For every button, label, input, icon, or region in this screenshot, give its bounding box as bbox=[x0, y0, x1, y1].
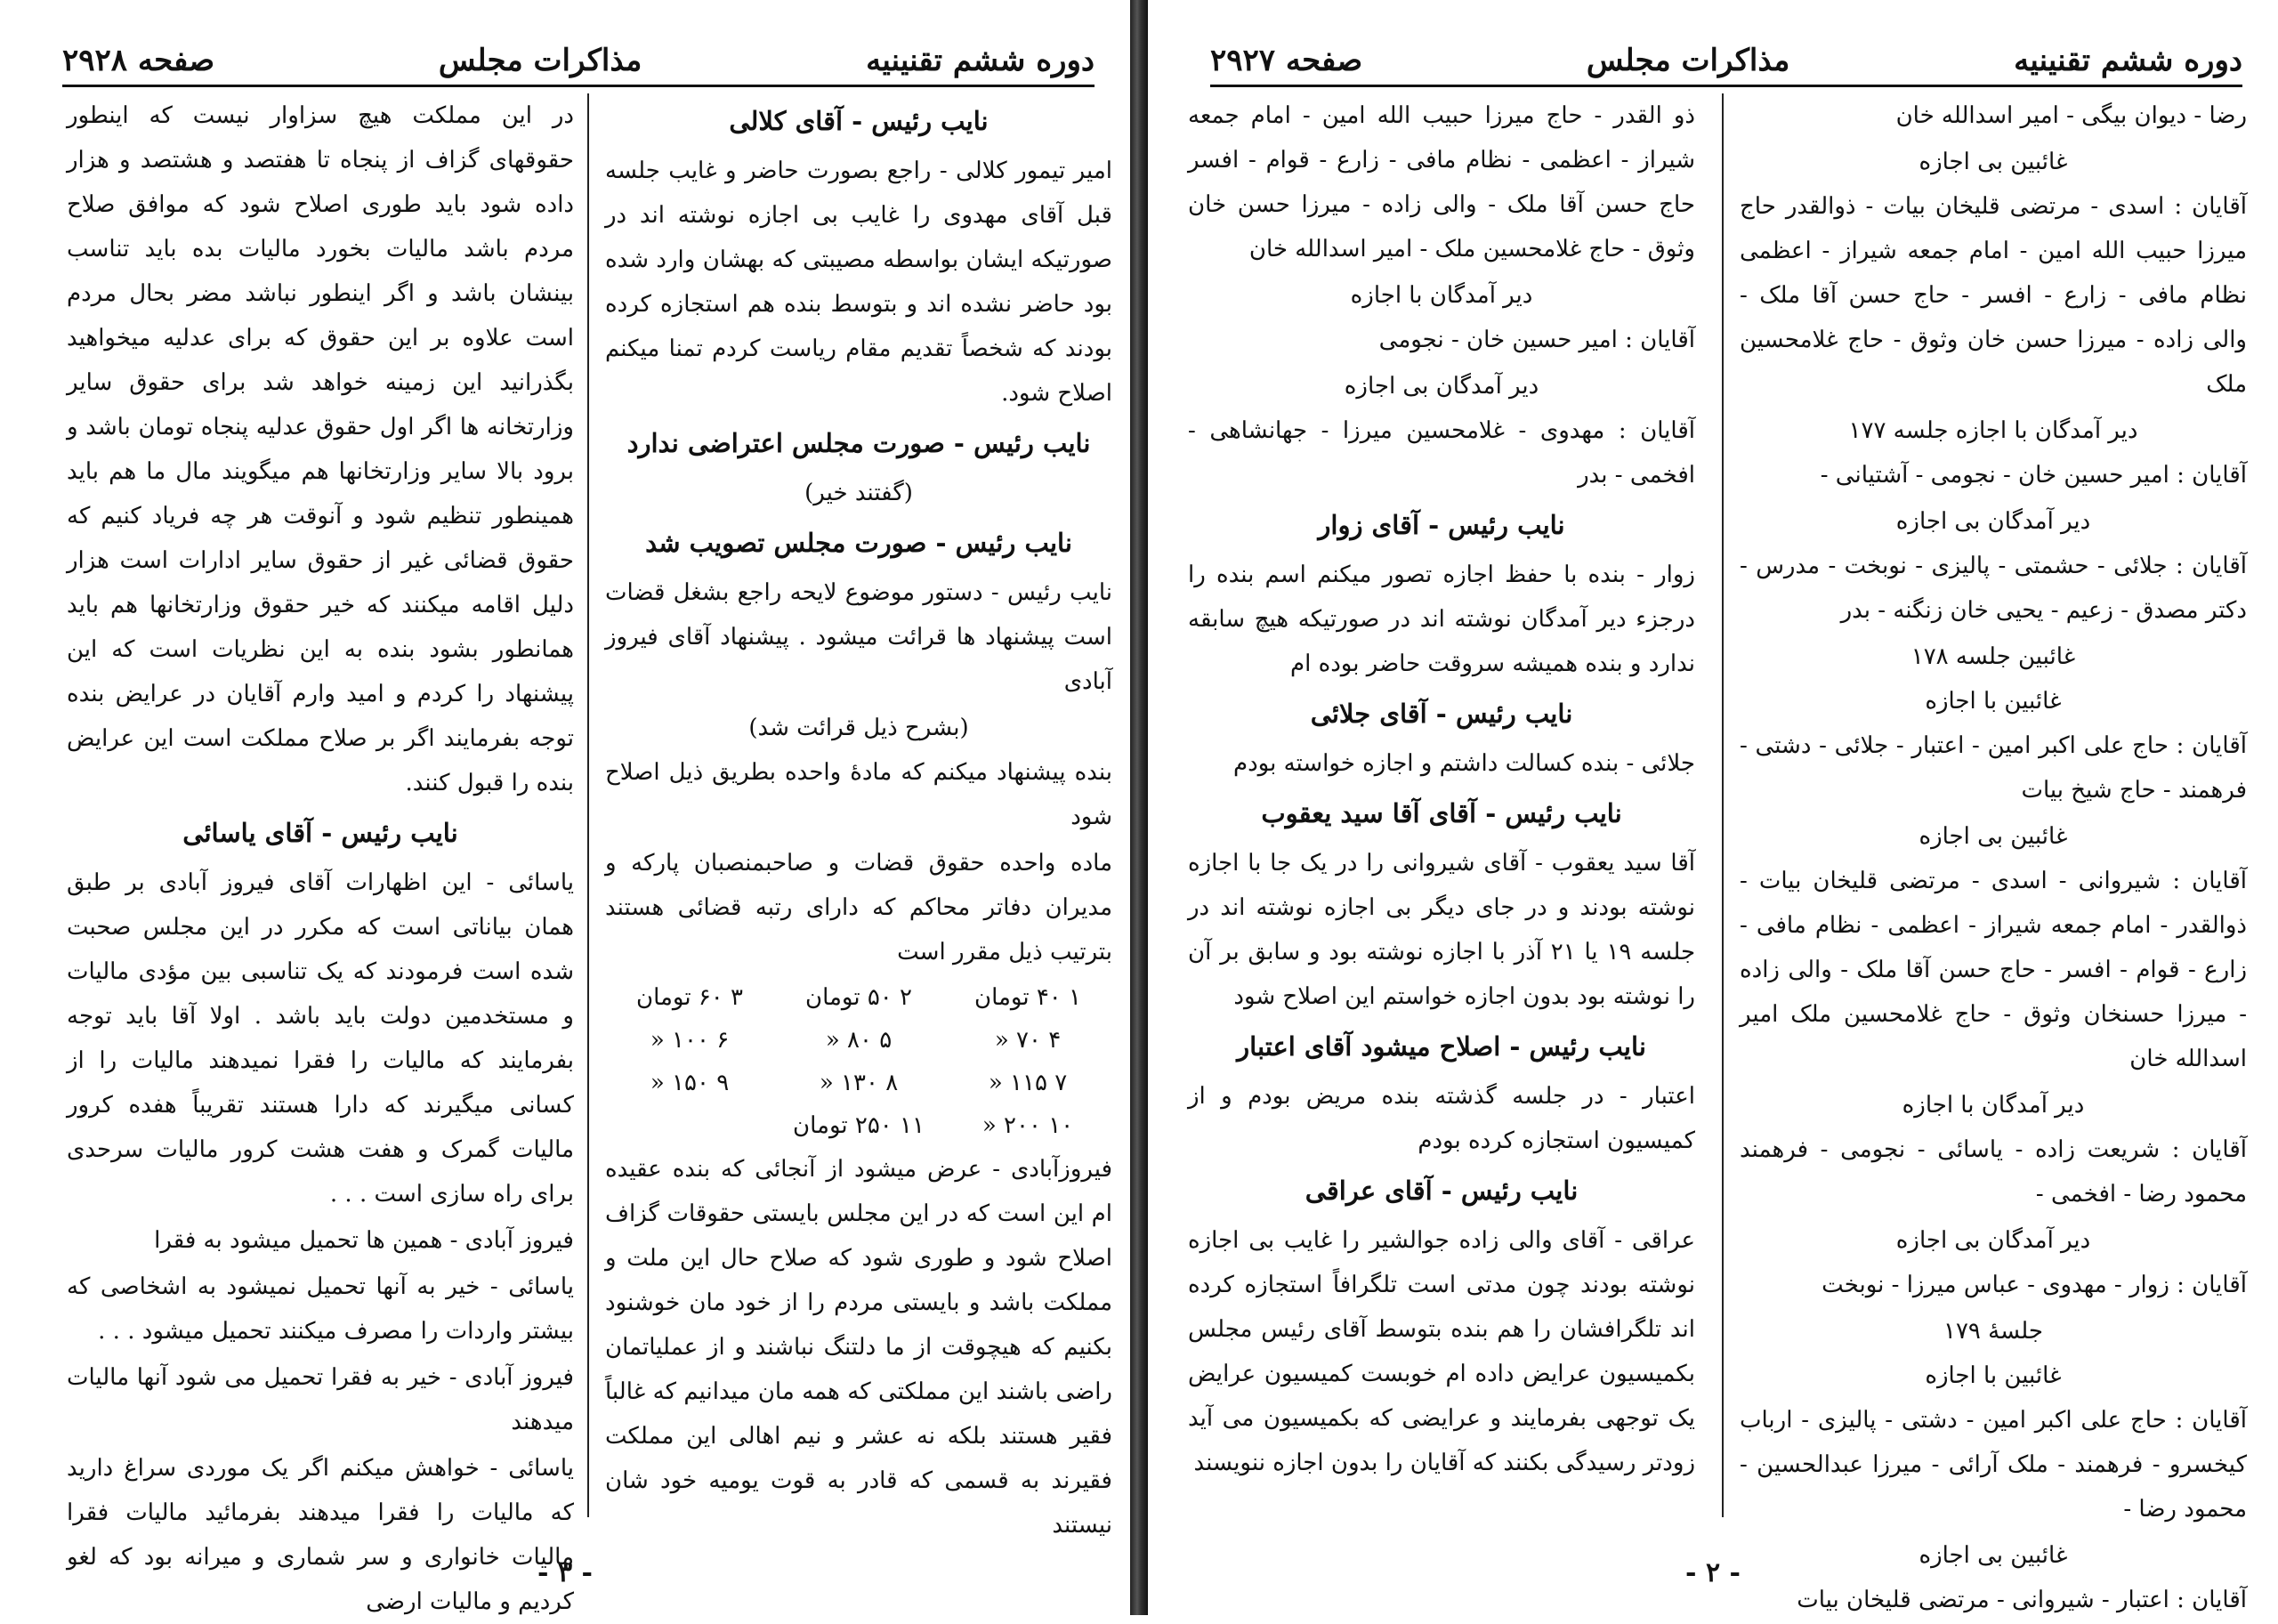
paragraph: آقایان : مهدوی - غلامحسین میرزا - جهانشاهی - افخمی - بدر bbox=[1188, 417, 1695, 489]
paragraph: در این مملکت هیچ سزاوار نیست که اینطور حقوقهای گزاف از پنجاه تا هفتصد و هشتصد و هزار داده شود باید طوری اصلاح شود که موافق صلاح مردم باشد مالیات بخورد مالیات بده باید تناسب بینشان باشد و اگر اینطور نباشد مضر بحال مردم است علاوه بر این حقوق که برای عدلیه میخواهید بگذرانید این زمینه خواهد شد برای حقوق سایر وزارتخانه ها اگر اول حقوق عدلیه پنجاه تومان باشد و برود بالا سایر وزارتخانها هم میگویند مال ما هم باید همینطور تنظیم شود و آنوقت هر چه فریاد کنیم که حقوق قضائی غیر از حقوق سایر ادارات است هزار دلیل اقامه میکنند که خیر حقوق وزارتخانها هم باید همانطور بشود بنده به این نظریات است که این پیشنهاد را کردم و امید وارم آقایان در عرایض بنده توجه بفرمایند اگر بر صلاح مملکت است این عرایض بنده را قبول کنند. bbox=[67, 102, 574, 796]
paragraph: نایب رئیس - دستور موضوع لایحه راجع بشغل قضات است پیشنهاد ها قرائت میشود . پیشنهاد آقای فیروز آبادی bbox=[605, 579, 1112, 695]
paragraph: فیروز آبادی - خیر به فقرا تحمیل می شود آنها مالیات میدهند bbox=[67, 1364, 574, 1435]
salary-table-cell: ۵ ۸۰ « bbox=[825, 1027, 893, 1054]
paragraph: فیروز آبادی - همین ها تحمیل میشود به فقرا bbox=[154, 1227, 574, 1254]
page-footer: - ۳ - bbox=[537, 1557, 593, 1588]
paragraph: فیروزآبادی - عرض میشود از آنجائی که بنده عقیده ام این است که در این مجلس بایستی حقوقات گزاف اصلاح شود و طوری شود که صلاح حال این ملت و مملکت باشد و بایستی مردم را از خود مان خوشنود بکنیم که هیچوقت از ما دلتنگ نباشند و از عملیاتمان راضی باشند این مملکتی که همه مان میدانیم که غالباً فقیر هستند بلکه نه عشر و نیم اهالی این مملکت فقیرند به قسمی که قادر به قوت یومیه خود شان نیستند bbox=[605, 1156, 1112, 1539]
speaker-heading: نایب رئیس - آقای یاسائی bbox=[182, 818, 458, 848]
session-label: دوره ششم تقنینیه bbox=[2014, 43, 2242, 78]
journal-title: مذاکرات مجلس bbox=[438, 43, 642, 78]
salary-table-cell: ۳ ۶۰ تومان bbox=[635, 984, 744, 1011]
paragraph: آقایان : امیر حسین خان - نجومی bbox=[1378, 327, 1695, 353]
salary-table-cell: ۹ ۱۵۰ « bbox=[650, 1070, 730, 1096]
salary-table-cell: ۴ ۷۰ « bbox=[994, 1027, 1062, 1054]
salary-table-cell: ۲ ۵۰ تومان bbox=[804, 984, 913, 1011]
paragraph: عراقی - آقای والی زاده جوالشیر را غایب بی اجازه نوشته بودند چون مدتی است تلگرافاً استجازه کرده اند تلگرافشان را هم بنده بتوسط آقای رئیس مجلس بکمیسیون عرایض داده ام خوبست کمیسیون عرایض یک توجهی بفرمایند و عرایضی که بکمیسیون می آید زودتر رسیدگی بکنند که آقایان را بدون اجازه ننویسند bbox=[1188, 1227, 1695, 1476]
paragraph: یاسائی - خیر به آنها تحمیل نمیشود به اشخاصی که بیشتر واردات را مصرف میکنند تحمیل میشود . . . bbox=[67, 1273, 574, 1345]
page-number-label: صفحه ۲۹۲۸ bbox=[62, 43, 215, 78]
speaker-heading: نایب رئیس - آقای کلالی bbox=[729, 106, 989, 136]
salary-table-cell: ۸ ۱۳۰ « bbox=[819, 1070, 899, 1096]
paragraph: آقایان : امیر حسین خان - نجومی - آشتیانی - bbox=[1820, 462, 2247, 489]
section-heading: جلسهٔ ۱۷۹ bbox=[1943, 1318, 2043, 1345]
section-heading: دیر آمدگان بی اجازه bbox=[1895, 508, 2091, 535]
paragraph: یاسائی - این اظهارات آقای فیروز آبادی بر طبق همان بیاناتی است که مکرر در این مجلس صحبت شده است فرمودند که یک تناسبی بین مؤدی مالیات و مستخدمین دولت باید باشد . اولا آقا باید توجه بفرمایند که مالیات را فقرا نمیدهند مالیات را از کسانی میگیرند که دارا هستند تقریباً هفده کرور مالیات گمرک و هفت هشت کرور مالیات سرحدی برای راه سازی است . . . bbox=[67, 869, 574, 1208]
section-heading: (گفتند خیر) bbox=[804, 480, 913, 506]
left-page-right-column bbox=[605, 93, 1112, 1544]
speaker-heading: نایب رئیس - آقای زوار bbox=[1318, 510, 1565, 540]
column-divider bbox=[1722, 93, 1724, 1517]
paragraph: رضا - دیوان بیگی - امیر اسدالله خان bbox=[1895, 102, 2247, 129]
section-heading: دیر آمدگان با اجازه bbox=[1350, 282, 1533, 309]
journal-title: مذاکرات مجلس bbox=[1586, 43, 1790, 78]
speaker-heading: نایب رئیس - اصلاح میشود آقای اعتبار bbox=[1237, 1031, 1646, 1062]
paragraph: ذو القدر - حاج میرزا حبیب الله امین - امام جمعه شیراز - اعظمی - نظام مافی - زارع - قوام - افسر حاج حسن آقا ملک - والی زاده - میرزا حسن خان وثوق - حاج غلامحسین ملک - امیر اسدالله خان bbox=[1188, 102, 1695, 263]
salary-table bbox=[605, 976, 1112, 1147]
paragraph: جلائی - بنده کسالت داشتم و اجازه خواسته بودم bbox=[1232, 750, 1695, 777]
section-heading: دیر آمدگان بی اجازه bbox=[1344, 373, 1539, 400]
speaker-heading: نایب رئیس - آقای آقا سید یعقوب bbox=[1261, 798, 1622, 828]
paragraph: آقایان : اعتبار - شیروانی - مرتضی قلیخان بیات bbox=[1797, 1587, 2247, 1613]
right-page-left-column bbox=[1188, 93, 1695, 1544]
paragraph: امیر تیمور کلالی - راجع بصورت حاضر و غایب جلسه قبل آقای مهدوی را غایب بی اجازه نوشته اند در صورتیکه ایشان بواسطه مصیبتی که بهشان وارد شده بود حاضر نشده اند و بتوسط بنده هم استجازه کرده بودند که شخصاً تقدیم مقام ریاست کردم تمنا میکنم اصلاح شود. bbox=[605, 158, 1112, 407]
speaker-heading: نایب رئیس - صورت مجلس اعتراضی ندارد bbox=[626, 428, 1091, 458]
left-page-left-column bbox=[67, 93, 574, 1615]
section-heading: (بشرح ذیل قرائت شد) bbox=[748, 715, 969, 741]
speaker-heading: نایب رئیس - صورت مجلس تصویب شد bbox=[645, 528, 1072, 558]
paragraph: آقایان : اسدی - مرتضی قلیخان بیات - ذوالقدر حاج میرزا حبیب الله امین - امام جمعه شیراز - اعظمی نظام مافی - زارع - افسر - حاج حسن آقا ملک - والی زاده - میرزا حسن خان وثوق - حاج غلامحسین ملک bbox=[1740, 193, 2247, 398]
page-footer: - ۲ - bbox=[1685, 1557, 1741, 1588]
header-divider bbox=[1210, 85, 2242, 87]
paragraph: بنده پیشنهاد میکنم که مادهٔ واحده بطریق ذیل اصلاح شود bbox=[605, 759, 1112, 830]
section-heading: غائبین بی اجازه bbox=[1919, 1542, 2068, 1569]
right-page-right-column bbox=[1740, 93, 2247, 1613]
section-heading: غائبین با اجازه bbox=[1925, 688, 2062, 715]
header-divider bbox=[62, 85, 1095, 87]
paragraph: آقایان : حاج علی اکبر امین - دشتی - پالیزی - ارباب کیخسرو - فرهمند - ملک آرائی - میرزا عبدالحسین - محمود رضا - bbox=[1740, 1407, 2247, 1523]
paragraph: آقایان : شریعت زاده - یاسائی - نجومی - فرهمند محمود رضا - افخمی - bbox=[1740, 1136, 2247, 1208]
paragraph: یاسائی - خواهش میکنم اگر یک موردی سراغ دارید که مالیات را فقرا میدهند بفرمائید مالیات فقرا مالیات خانواری و سر شماری و میرانه بود که لغو کردیم و مالیات ارضی bbox=[67, 1455, 574, 1615]
section-heading: غائبین با اجازه bbox=[1925, 1362, 2062, 1389]
paragraph: آقایان : شیروانی - اسدی - مرتضی قلیخان بیات - ذوالقدر - امام جمعه شیراز - اعظمی - نظام مافی - زارع - قوام - افسر - حاج حسن آقا ملک - والی زاده - میرزا حسنخان وثوق - حاج غلامحسین ملک امیر اسدالله خان bbox=[1740, 868, 2247, 1072]
salary-table-cell: ۱۰ ۲۰۰ « bbox=[981, 1112, 1074, 1139]
session-label: دوره ششم تقنینیه bbox=[866, 43, 1095, 78]
section-heading: غائبین بی اجازه bbox=[1919, 823, 2068, 850]
speaker-heading: نایب رئیس - آقای عراقی bbox=[1305, 1176, 1579, 1206]
paragraph: آقا سید یعقوب - آقای شیروانی را در یک جا با اجازه نوشته بودند و در جای دیگر بی اجازه نوشته اند در جلسه ۱۹ یا ۲۱ آذر با اجازه نوشته بود و سابق بر آن را نوشته بود بدون اجازه خواستم این اصلاح شود bbox=[1188, 850, 1696, 1010]
column-divider bbox=[587, 93, 589, 1517]
salary-table-cell bbox=[605, 1104, 774, 1147]
paragraph: آقایان : جلائی - حشمتی - پالیزی - نوبخت - مدرس - دکتر مصدق - زعیم - یحیی خان زنگنه - بدر bbox=[1740, 553, 2247, 624]
paragraph: اعتبار - در جلسه گذشته بنده مریض بودم و از کمیسیون استجازه کرده بودم bbox=[1188, 1083, 1695, 1154]
salary-table-cell: ۱ ۴۰ تومان bbox=[973, 984, 1082, 1011]
right-page bbox=[1148, 0, 2278, 1615]
paragraph: زوار - بنده با حفظ اجازه تصور میکنم اسم بنده را درجزء دیر آمدگان نوشته اند در صورتیکه هیچ سابقه ندارد و بنده همیشه سروقت حاضر بوده ام bbox=[1188, 562, 1695, 677]
page-number-label: صفحه ۲۹۲۷ bbox=[1210, 43, 1363, 78]
paragraph: آقایان : حاج علی اکبر امین - اعتبار - جلائی - دشتی - فرهمند - حاج شیخ بیات bbox=[1740, 732, 2247, 804]
section-heading: غائبین جلسه ۱۷۸ bbox=[1910, 643, 2076, 670]
section-heading: دیر آمدگان با اجازه bbox=[1902, 1092, 2085, 1119]
speaker-heading: نایب رئیس - آقای جلائی bbox=[1310, 699, 1573, 729]
right-page-header bbox=[1210, 16, 2242, 78]
book-gutter bbox=[1130, 0, 1148, 1615]
salary-table-cell: ۶ ۱۰۰ « bbox=[650, 1027, 730, 1054]
paragraph: آقایان : زوار - مهدوی - عباس میرزا - نوبخت bbox=[1822, 1272, 2247, 1298]
salary-table-cell: ۷ ۱۱۵ « bbox=[988, 1070, 1068, 1096]
section-heading: دیر آمدگان با اجازه جلسه ۱۷۷ bbox=[1848, 417, 2138, 444]
left-page bbox=[0, 0, 1130, 1615]
left-page-header bbox=[62, 16, 1095, 78]
paragraph: ماده واحده حقوق قضات و صاحبمنصبان پارکه و مدیران دفاتر محاکم که دارای رتبه قضائی هستند بترتیب ذیل مقرر است bbox=[605, 850, 1112, 966]
salary-table-cell: ۱۱ ۲۵۰ تومان bbox=[793, 1112, 925, 1139]
section-heading: غائبین بی اجازه bbox=[1919, 149, 2068, 175]
section-heading: دیر آمدگان بی اجازه bbox=[1895, 1227, 2091, 1254]
